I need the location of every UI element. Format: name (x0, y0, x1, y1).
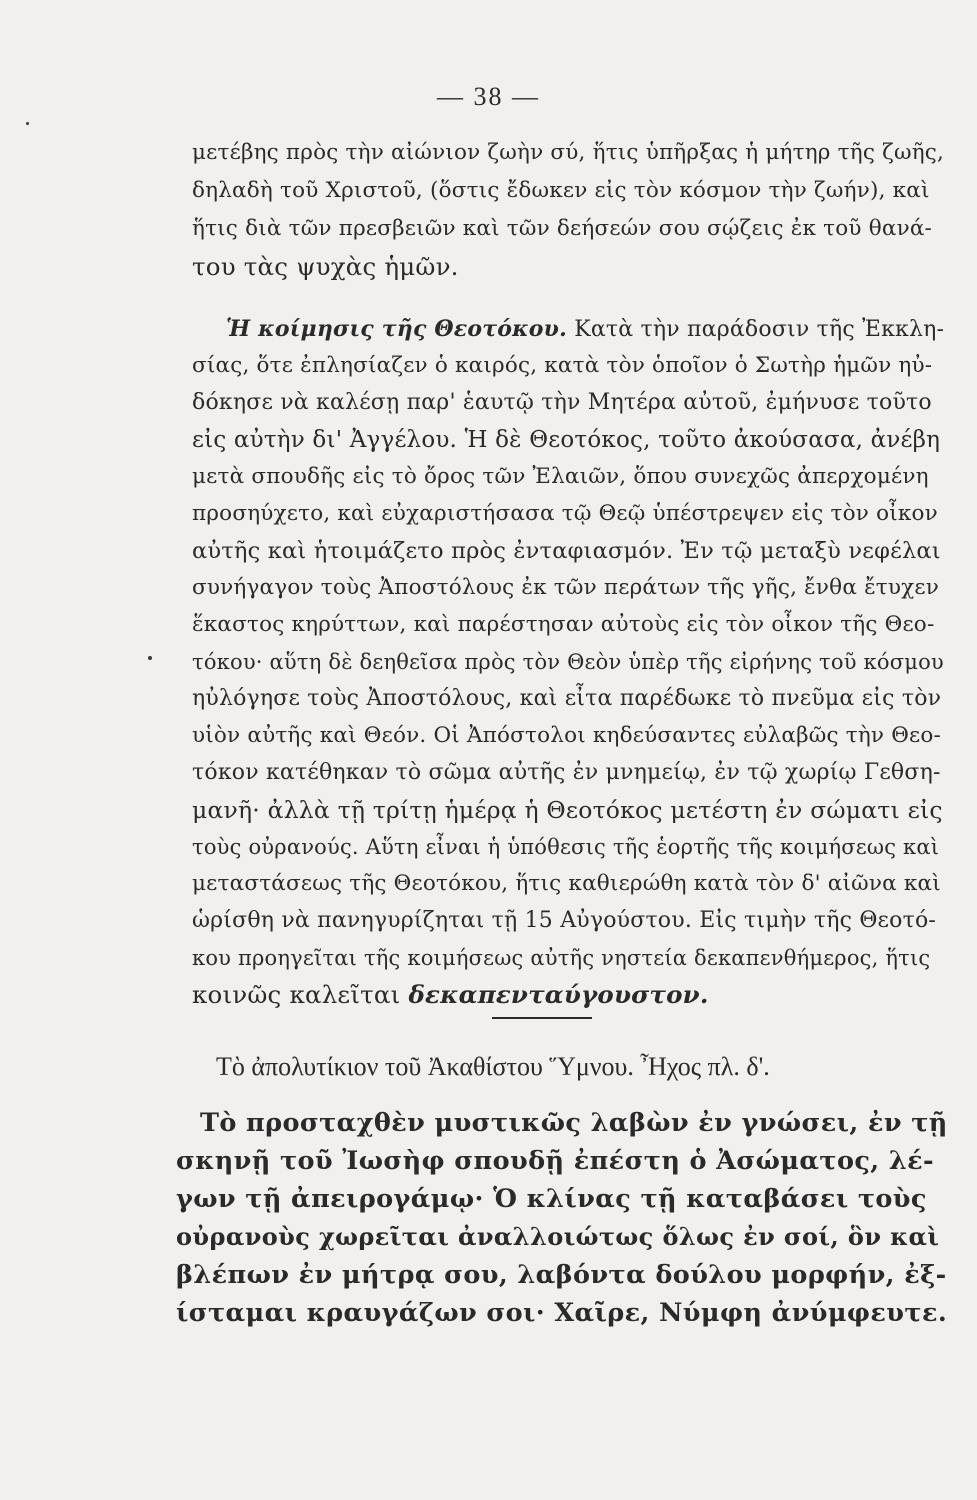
hymn-line: ίσταμαι κραυγάζων σοι· Χαῖρε, Νύμφη ἀνύμφευτε. (176, 1298, 948, 1328)
scan-speck (148, 656, 152, 660)
text-line: δηλαδὴ τοῦ Χριστοῦ, (ὅστις ἔδωκεν εἰς τὸν κόσμον τὴν ζωήν), καὶ (192, 178, 930, 203)
text-line: αὐτῆς καὶ ἡτοιμάζετο πρὸς ἐνταφιασμόν. Ἐν τῷ μεταξὺ νεφέλαι (192, 538, 941, 564)
section-last-line (192, 980, 709, 1010)
text-line: κου προηγεῖται τῆς κοιμήσεως αὐτῆς νηστεία δεκαπενθήμερος, ἥτις (192, 946, 931, 970)
hymn-line: οὐρανοὺς χωρεῖται ἀναλλοιώτως ὅλως ἐν σοί, ὃν καὶ (176, 1222, 940, 1251)
text-line: τόκον κατέθηκαν τὸ σῶμα αὐτῆς ἐν μνημείῳ, ἐν τῷ χωρίῳ Γεθση- (192, 760, 941, 785)
last-line-text: κοινῶς καλεῖται (192, 980, 409, 1009)
text-line: μανῆ· ἀλλὰ τῇ τρίτῃ ἡμέρᾳ ἡ Θεοτόκος μετέστη ἐν σώματι εἰς (192, 796, 943, 824)
text-line: ἕκαστος κηρύττων, καὶ παρέστησαν αὐτοὺς εἰς τὸν οἶκον τῆς Θεο- (192, 612, 935, 637)
text-line: του τὰς ψυχὰς ἡμῶν. (192, 252, 459, 281)
text-line: εἰς αὐτὴν δι' Ἀγγέλου. Ἡ δὲ Θεοτόκος, τοῦτο ἀκούσασα, ἀνέβη (192, 427, 941, 453)
text-line: δόκησε νὰ καλέσῃ παρ' ἑαυτῷ τὴν Μητέρα αὐτοῦ, ἐμήνυσε τοῦτο (192, 390, 932, 415)
scan-speck (26, 122, 29, 125)
section-first-line (226, 314, 944, 345)
text-line: μετὰ σπουδῆς εἰς τὸ ὄρος τῶν Ἐλαιῶν, ὅπου συνεχῶς ἀπερχομένη (192, 464, 929, 489)
text-line: τόκου· αὕτη δὲ δεηθεῖσα πρὸς τὸν Θεὸν ὑπὲρ τῆς εἰρήνης τοῦ κόσμου (192, 650, 944, 674)
hymn-line: σκηνῇ τοῦ Ἰωσὴφ σπουδῇ ἐπέστη ὁ Ἀσώματος, λέ- (176, 1146, 934, 1176)
hymn-line: Τὸ προσταχθὲν μυστικῶς λαβὼν ἐν γνώσει, ἐν τῇ (200, 1108, 948, 1138)
section-first-line-text: Κατὰ τὴν παράδοσιν τῆς Ἐκκλη- (567, 317, 945, 342)
section-title: Ἡ κοίμησις τῆς Θεοτόκου. (226, 316, 567, 342)
text-line: ἥτις διὰ τῶν πρεσβειῶν καὶ τῶν δεήσεών σου σῴζεις ἐκ τοῦ θανά- (192, 216, 933, 241)
text-line: σίας, ὅτε ἐπλησίαζεν ὁ καιρός, κατὰ τὸν ὁποῖον ὁ Σωτὴρ ἡμῶν ηὐ- (192, 353, 933, 378)
text-line: μεταστάσεως τῆς Θεοτόκου, ἥτις καθιερώθη κατὰ τὸν δ' αἰῶνα καὶ (192, 871, 941, 896)
feast-name: δεκαπενταύγουστον. (408, 980, 709, 1009)
separator-rule (492, 1017, 592, 1019)
text-line: τοὺς οὐρανούς. Αὕτη εἶναι ἡ ὑπόθεσις τῆς ἑορτῆς τῆς κοιμήσεως καὶ (192, 835, 940, 859)
page-number: — 38 — (437, 82, 540, 111)
text-line: υἱὸν αὐτῆς καὶ Θεόν. Οἱ Ἀπόστολοι κηδεύσαντες εὐλαβῶς τὴν Θεο- (192, 723, 941, 748)
text-line: συνήγαγον τοὺς Ἀποστόλους ἐκ τῶν περάτων τῆς γῆς, ἔνθα ἔτυχεν (192, 575, 940, 600)
hymn-line: γων τῇ ἀπειρογάμῳ· Ὁ κλίνας τῇ καταβάσει τοὺς (176, 1184, 927, 1214)
text-line: προσηύχετο, καὶ εὐχαριστήσασα τῷ Θεῷ ὑπέστρεψεν εἰς τὸν οἶκον (192, 501, 938, 526)
text-line: ὡρίσθη νὰ πανηγυρίζηται τῇ 15 Αὐγούστου. Εἰς τιμὴν τῆς Θεοτό- (192, 908, 937, 933)
text-line: ηὐλόγησε τοὺς Ἀποστόλους, καὶ εἶτα παρέδωκε τὸ πνεῦμα εἰς τὸν (192, 686, 942, 711)
hymn-title: Τὸ ἀπολυτίκιον τοῦ Ἀκαθίστου Ὕμνου. Ἦχος πλ. δ'. (216, 1052, 770, 1081)
text-line: μετέβης πρὸς τὴν αἰώνιον ζωὴν σύ, ἥτις ὑπῆρξας ἡ μήτηρ τῆς ζωῆς, (192, 140, 945, 165)
hymn-line: βλέπων ἐν μήτρᾳ σου, λαβόντα δούλου μορφήν, ἐξ- (176, 1260, 947, 1290)
